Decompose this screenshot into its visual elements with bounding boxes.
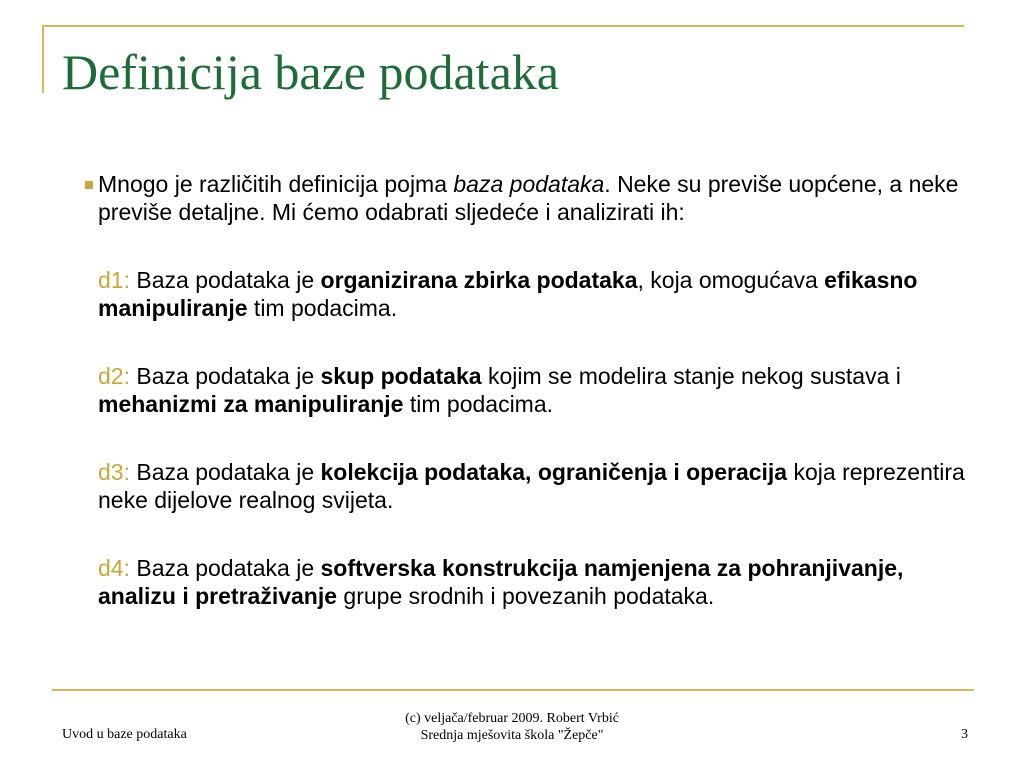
definition-d1 xyxy=(98,266,968,322)
definition-label: d4: xyxy=(98,555,130,581)
definition-text: kojim se modelira stanje nekog sustava i xyxy=(481,363,901,389)
definition-text: koja reprezentira neke dijelove realnog svijeta. xyxy=(98,459,965,513)
definition-text: tim podacima. xyxy=(403,391,554,417)
definition-text: tim podacima. xyxy=(247,295,398,321)
footer-copyright xyxy=(362,710,662,744)
definition-key-phrase: softverska konstrukcija namjenjena za pohranjivanje, analizu i pretraživanje xyxy=(98,555,904,609)
definition-text: Baza podataka je xyxy=(129,555,321,581)
frame-top-line xyxy=(42,25,964,27)
definition-d4 xyxy=(98,554,968,610)
definition-label: d2: xyxy=(98,363,130,389)
intro-text: Mnogo je različitih definicija pojma xyxy=(98,171,454,197)
footer-copyright-line: (c) veljača/februar 2009. Robert Vrbić xyxy=(405,711,619,726)
footer-school-line: Srednja mješovita škola "Žepče" xyxy=(420,728,604,743)
intro-paragraph xyxy=(98,170,968,226)
definition-text: , koja omogućava xyxy=(637,267,825,293)
definition-text: Baza podataka je xyxy=(129,459,321,485)
footer-course-title: Uvod u baze podataka xyxy=(62,727,187,742)
definition-d3 xyxy=(98,458,968,514)
definition-key-phrase: mehanizmi za manipuliranje xyxy=(98,391,404,417)
slide-title: Definicija baze podataka xyxy=(62,44,559,100)
definition-text: grupe srodnih i povezanih podataka. xyxy=(337,583,715,609)
square-bullet-icon xyxy=(85,181,93,189)
intro-text-rest: . Neke su previše uopćene, a neke previše detaljne. Mi ćemo odabrati sljedeće i analizirati ih: xyxy=(98,171,959,225)
definition-key-phrase: kolekcija podataka, ograničenja i operacija xyxy=(320,459,788,485)
slide-number: 3 xyxy=(961,727,968,742)
frame-left-line xyxy=(42,25,44,93)
slide-content xyxy=(98,170,968,610)
definition-key-phrase: efikasno manipuliranje xyxy=(98,267,918,321)
intro-term: baza podataka xyxy=(453,171,605,197)
definition-key-phrase: organizirana zbirka podataka xyxy=(320,267,638,293)
definition-key-phrase: skup podataka xyxy=(320,363,482,389)
definition-label: d3: xyxy=(98,459,130,485)
definition-text: Baza podataka je xyxy=(129,267,321,293)
footer-divider xyxy=(52,689,974,691)
definition-label: d1: xyxy=(98,267,130,293)
definition-d2 xyxy=(98,362,968,418)
definition-text: Baza podataka je xyxy=(129,363,321,389)
